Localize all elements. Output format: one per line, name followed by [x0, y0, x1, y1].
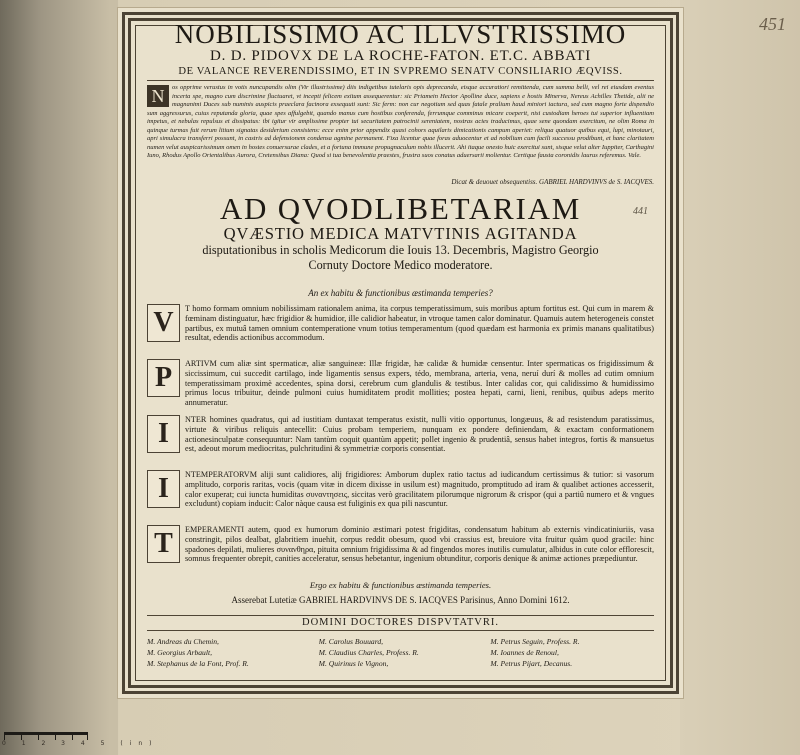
doctor-name: M. Petrus Pijart, Decanus.	[490, 658, 573, 668]
paragraph-text: ARTIVM cum aliæ sint spermaticæ, aliæ sanguineæ: Illæ frigidæ, hæ calidæ & humidæ censentur. Inter spermaticas os frigidissimum & siccissimum, cui succedit cartilago, inde ligamentis sensus expers, tédo, membrana, arteria, vena, neruí durí & molles ad cutim omnium temperatissimam proximè accedentes, spina dorsi, cerebrum cum glandulis & testibus. Inter calidas cor, qui calidissimo & humidissimo primus locus tribuitur, deinde pulmoni cuius humiditatem prodit mollities; postea hepati, carni, lieni, renibus, quibus adeps merito annumeratur.	[185, 359, 654, 408]
paragraph-2	[147, 359, 654, 408]
title-line-4: Cornuty Doctore Medico moderatore.	[308, 258, 493, 272]
doctor-name: M. Claudius Charles, Profess. R.	[318, 647, 419, 657]
paragraph-3	[147, 415, 654, 463]
paragraph-1	[147, 304, 654, 352]
ruler-tick	[21, 732, 22, 740]
left-page-edge	[0, 0, 118, 755]
title-line-1: AD QVODLIBETARIAM	[219, 191, 582, 226]
dedication-signature: Dicat & deuouet obsequentiss. GABRIEL HARDVINVS de S. IACQVES.	[451, 178, 654, 186]
paragraph-text: NTER homines quadratus, qui ad iustitiam duntaxat temperatus existit, nulli vitio opportunus, longæuus, & ad resistendum paratissimus, virtute & viribus reliquis antecellit: Cuius probam temperiem, nunquam ex pondere definiendam, & exactam conformationem actionesinculpatæ consequuntur: Nam tantùm coquit quantùm appetit; pollet ingenio & prudentiâ, sensus habet integros, fortis & mansuetus est, adeout morum mediocritas, pulchritudini & symmetriæ corporis consentiat.	[185, 414, 654, 454]
conclusion-line: Ergo ex habitu & functionibus æstimanda temperies.	[309, 579, 492, 590]
dedication-body: os opprime verustus in votis nuncupandis olim (Vir illustrissime) diis indigetibus tutelaris opis deprecanda, eisque accuratiori remittenda, cum summa belli, vel rei eiusdam eventus incerta spe, magno cum discrimine fluctuaret, vt incepti felicem exitum assequerentur: sic Priamein Hector Apolline duce, sapiens e hostis Minerva, Nereus Achilles Thetide, alii ne magnanimi Duces sub numinis auspicis praeclara facinora exsequuti sunt: Sic ferm: non cur negotium sed quas fatale pralium haud miniori iactura, sed cum magno forte dispendio sum aggressurus, cuius reputanda gloria, quae spes affulgebit, quando manus cum hostibus conferenda, ferrumque comminus micare coeperit, nisi custodiam heroes tui superior influentiam impetus, et nebulas repulsus et dissipatus: ibi igitur vir amplissime propter tui securitatem patrocinii sereniatem, nostras acies traducimus, quae sene quondam exercitum, ne olim Roma in quinque turmas fuit rerum litium signatas desiderium consistens: ecce enim prior appendix quasi cohors aquilaris dimicationis campum aperiet: reliqua quatuor quibus equi, lupi, minotauri, apri simulacra transferri possunt, in castris ad defensionem condensa agmine permanent. Fixa licentur quae foras aduocentur et ad nobilium cum facili successu prodibunt, et hanc claritatem numen velut auspicarissimum omen in hostes conuersurae clades, et a fortuna immune propugnaculum nobis illucerit. Ahi itaque onesto huic exercitui sunt, sisque velut alter Iuppiter, Carthagini Iuno, Rhodus Apollo Orientalibus Aurora, Cretensibus Diana: Quod si tua benevolentia praestes, frustra suos conatus aduersarii molientur. Certique fausta coronidis laurus referemus. Vale.	[147, 84, 654, 159]
paragraph-text: T homo formam omnium nobilissimam rationalem anima, ita corpus temperatissimum, suis moribus aptum fortitus est. Qui cum in marem & fœminam distinguatur, hæc frigidior & humidior, ille calidior habeatur, in vtroque tamen calor dominatur. Quamuis autem heterogeneis constet partibus, ex mutuâ tamen omnium contemperatione vnum totius temperamentum (quod quædam est harmonia ex primis manans qualitatibus) resultat, edendis actionibus accommodum.	[185, 304, 654, 343]
doctor-name: M. Andreas du Chemin,	[147, 636, 219, 646]
doctor-name: M. Stephanus de la Font, Prof. R.	[147, 658, 249, 668]
header-line-3: DE VALANCE REVERENDISSIMO, ET IN SVPREMO SENATV CONSILIARIO ÆQVISS.	[147, 65, 654, 81]
right-page-edge	[680, 0, 800, 755]
ruler-tick	[4, 732, 5, 740]
scale-ruler	[4, 732, 88, 740]
handwritten-page-number: 451	[759, 14, 786, 34]
ruler-tick	[87, 732, 88, 740]
doctors-heading: DOMINI DOCTORES DISPVTATVRI.	[147, 615, 654, 631]
header-line-2: D. D. PIDOVX DE LA ROCHE-FATON. ET.C. ABBATI	[209, 48, 592, 64]
initial-letter: V	[147, 304, 180, 342]
initial-letter: P	[147, 359, 180, 397]
doctor-name: M. Ioannes de Renoul,	[490, 647, 559, 657]
dedication-text	[147, 84, 654, 178]
printed-broadside	[118, 8, 683, 698]
paragraph-text: NTEMPERATORVM aliji sunt calidiores, alij frigidiores: Amborum duplex ratio tactus ad iudicandum certissimus & tutior: si vasorum amplitudo, corporis raritas, vocis (quam vitæ in dicem dixisse in usilum est) magnitudo, promptitudo ad iram & qualibet actiones accesserit, calor exuperat; cui iuncta humiditas συναντησεις, siccitas verò gracilitatem pilorumque nigrorum & crispor (qui a partiû numero et & vngues excludunt) copiam inducit: Calor nàque causa est fuliginis ex qua pili nascuntur.	[185, 469, 654, 509]
ruler-tick	[72, 732, 73, 740]
ruler-tick	[55, 732, 56, 740]
doctor-name: M. Georgius Arbault,	[147, 647, 212, 657]
doctors-list	[147, 637, 654, 669]
title-block	[147, 192, 654, 273]
ruler-bar	[4, 732, 88, 735]
header-line-1: NOBILISSIMO AC ILLVSTRISSIMO	[174, 19, 627, 49]
paragraph-text: EMPERAMENTI autem, quod ex humorum dominio æstimari potest frigiditas, condensatum habitum ab externis vindicatiniuriis, vasa constringit, pilos dealbat, glabritiem inuehit, corpus reddit obesum, quod vbi crassius est, breuiore vita fruitur quàm quod gracile: hinc spadones depilati, mulieres συνανθηρα, pituita omnium frigidissima & ad fingendos mores inutilis cumulatur, albidus in cute color efflorescit, somnus frequenter obrepit, canities acceleratur, sensus hebetantur, ingenium obtunditur, corporis denique & animæ actiones præpediuntur.	[185, 524, 654, 564]
ruler-tick	[38, 732, 39, 740]
ruler-labels: 0 1 2 3 4 5 (in)	[2, 740, 159, 747]
doctor-name: M. Carolus Bouuard,	[318, 636, 384, 646]
doctor-name: M. Quirinus le Vignon,	[318, 658, 389, 668]
title-line-2: QVÆSTIO MEDICA MATVTINIS AGITANDA	[223, 224, 578, 243]
paragraph-5	[147, 525, 654, 573]
doctor-name: M. Petrus Seguin, Profess. R.	[490, 636, 580, 646]
paragraph-4	[147, 470, 654, 518]
title-line-3: disputationibus in scholis Medicorum die Iouis 13. Decembris, Magistro Georgio	[202, 243, 599, 257]
dedication-header	[147, 18, 654, 81]
dedication-initial: N	[147, 85, 169, 107]
initial-letter: T	[147, 525, 180, 563]
assertion-line: Asserebat Lutetiæ GABRIEL HARDVINVS DE S. IACQVES Parisinus, Anno Domini 1612.	[231, 594, 570, 605]
marginal-note: 441	[633, 206, 648, 217]
initial-letter: I	[147, 470, 180, 508]
broadside-content	[147, 18, 654, 688]
initial-letter: I	[147, 415, 180, 453]
question-line: An ex habitu & functionibus æstimanda temperies?	[308, 288, 493, 298]
